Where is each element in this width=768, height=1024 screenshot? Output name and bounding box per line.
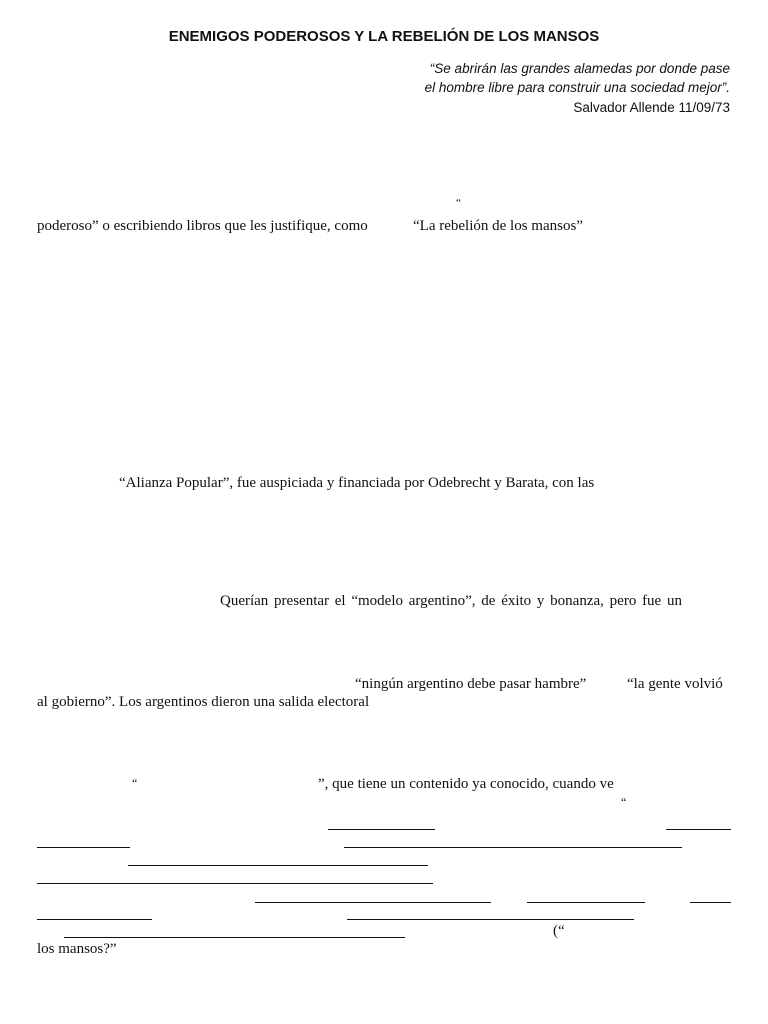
blank-underline: [666, 829, 731, 830]
quote-fragment: “la gente volvió: [627, 676, 723, 692]
blank-underline: [128, 865, 428, 866]
text-fragment: los mansos?”: [37, 941, 117, 957]
quote-mark: (“: [553, 923, 565, 939]
text-fragment: al gobierno”. Los argentinos dieron una salida electoral: [37, 694, 370, 710]
epigraph-attribution: Salvador Allende 11/09/73: [573, 100, 730, 115]
book-title-fragment: “La rebelión de los mansos”: [413, 218, 583, 234]
quote-mark: “: [132, 776, 138, 790]
text-fragment: ”, que tiene un contenido ya conocido, cuando ve: [318, 776, 614, 792]
quote-fragment: “ningún argentino debe pasar hambre”: [355, 676, 587, 692]
blank-underline: [347, 919, 634, 920]
text-fragment: “Alianza Popular”, fue auspiciada y financiada por Odebrecht y Barata, con las: [119, 475, 595, 491]
blank-underline: [37, 883, 433, 884]
text-fragment: poderoso” o escribiendo libros que les justifique, como: [37, 218, 368, 234]
document-title: ENEMIGOS PODEROSOS Y LA REBELIÓN DE LOS MANSOS: [168, 28, 600, 45]
blank-underline: [344, 847, 682, 848]
quote-mark: “: [621, 795, 627, 809]
blank-underline: [527, 902, 645, 903]
text-fragment: Querían presentar el “modelo argentino”, de éxito y bonanza, pero fue un: [220, 593, 682, 609]
epigraph-line-1: “Se abrirán las grandes alamedas por donde pase: [429, 61, 730, 76]
blank-underline: [37, 847, 130, 848]
blank-underline: [37, 919, 152, 920]
blank-underline: [690, 902, 731, 903]
blank-underline: [328, 829, 435, 830]
blank-underline: [64, 937, 405, 938]
blank-underline: [255, 902, 491, 903]
quote-mark: “: [456, 197, 461, 209]
epigraph-line-2: el hombre libre para construir una sociedad mejor”.: [424, 80, 730, 95]
